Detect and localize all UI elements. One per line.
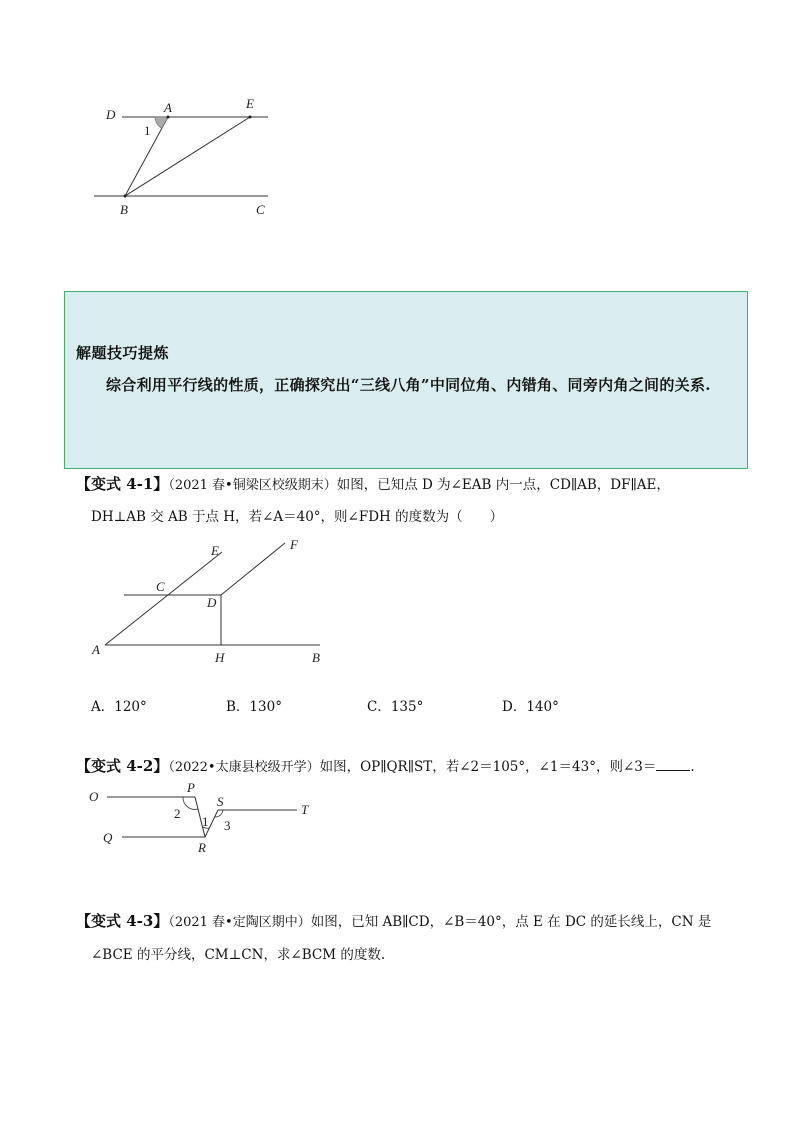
label-b: B [120, 202, 128, 217]
variant-4-3-line1 [76, 911, 741, 933]
variant-4-2-line [76, 756, 741, 778]
line-ae [105, 552, 222, 645]
variant-4-1-source: （2021 春•铜梁区校级期末） [168, 478, 337, 493]
label-h: H [215, 650, 225, 665]
variant-4-3-text2: ∠BCE 的平分线，CM⊥CN，求∠BCM 的度数. [91, 947, 386, 963]
label-angle-3: 3 [224, 818, 231, 833]
point-b [124, 195, 127, 198]
point-e [249, 116, 252, 119]
variant-4-2-text: 如图，OP∥QR∥ST，若∠2＝105°，∠1＝43°，则∠3＝ [319, 759, 657, 775]
angle-1-mark [155, 117, 168, 128]
figure-variant-4-2 [85, 780, 325, 858]
label-angle-1: 1 [144, 123, 151, 138]
figure-variant-4-1 [90, 535, 340, 665]
label-q: Q [103, 830, 113, 845]
label-angle-1: 1 [202, 814, 209, 829]
variant-4-1-text1: 如图，已知点 D 为∠EAB 内一点，CD∥AB，DF∥AE， [336, 477, 670, 493]
label-p: P [187, 780, 195, 795]
label-f: F [290, 537, 298, 552]
label-o: O [89, 789, 99, 804]
label-c: C [256, 202, 265, 217]
label-d: D [106, 107, 116, 122]
tips-box [64, 291, 748, 469]
label-r: R [198, 840, 206, 855]
variant-4-3-text1: 如图，已知 AB∥CD，∠B＝40°，点 E 在 DC 的延长线上，CN 是 [310, 914, 712, 930]
point-a [167, 116, 170, 119]
variant-4-2-text-end: . [690, 759, 695, 775]
line-df [221, 543, 285, 595]
label-d: D [207, 595, 217, 610]
choice-b[interactable]: B．130° [226, 699, 282, 715]
choice-c[interactable]: C．135° [367, 699, 424, 715]
label-b: B [312, 650, 320, 665]
variant-4-2-tag: 【变式 4-2】 [76, 757, 169, 775]
variant-4-1-line1 [76, 474, 741, 496]
variant-4-2-source: （2022•太康县校级开学） [168, 760, 320, 775]
label-a: A [164, 100, 172, 115]
tips-body: 综合利用平行线的性质，正确探究出“三线八角”中同位角、内错角、同旁内角之间的关系. [106, 376, 711, 394]
label-e: E [211, 543, 219, 558]
choice-d[interactable]: D．140° [502, 699, 559, 715]
label-angle-2: 2 [174, 806, 181, 821]
variant-4-1-tag: 【变式 4-1】 [76, 475, 169, 493]
variant-4-3-source: （2021 春•定陶区期中） [168, 915, 311, 930]
figure-parallel-lines-1 [80, 90, 280, 225]
answer-blank[interactable] [656, 758, 690, 771]
tips-title: 解题技巧提炼 [76, 344, 170, 362]
choice-a[interactable]: A．120° [91, 699, 147, 715]
label-c: C [156, 579, 165, 594]
variant-4-1-text2: DH⊥AB 交 AB 于点 H，若∠A＝40°，则∠FDH 的度数为（ ） [91, 509, 504, 525]
label-t: T [301, 802, 309, 817]
label-s: S [217, 794, 224, 809]
label-a: A [92, 642, 100, 657]
label-e: E [246, 96, 254, 111]
variant-4-3-tag: 【变式 4-3】 [76, 912, 169, 930]
